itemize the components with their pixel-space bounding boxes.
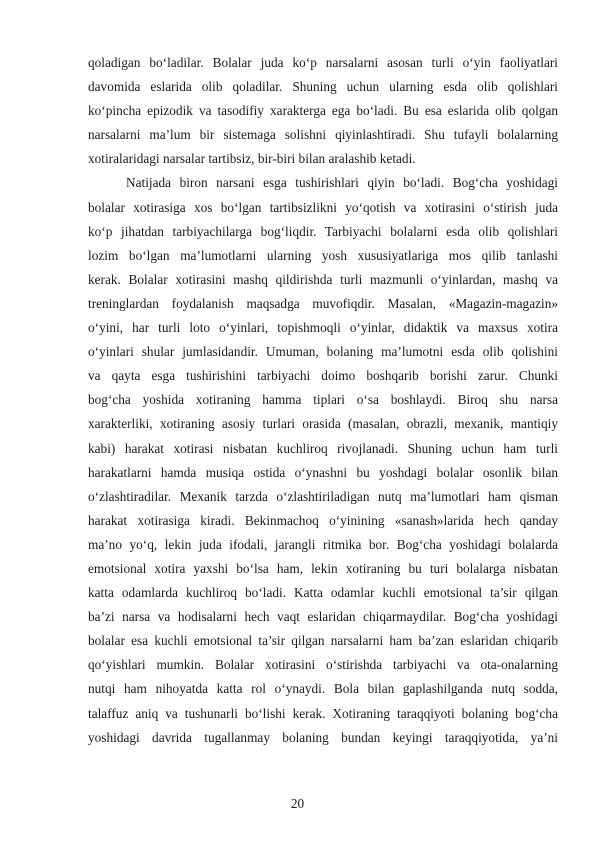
text-line: emotsional xotira yaxshi bo‘lsa ham, lekin xotiraning bu turi bolalarga nisbatan bbox=[88, 560, 558, 576]
text-line: ko‘p jihatdan tarbiyachilarga bog‘liqdir. Tarbiyachi bolalarni esda olib qolishlari bbox=[88, 223, 558, 239]
text-line: talaffuz aniq va tushunarli bo‘lishi kerak. Xotiraning taraqqiyoti bolaning bog‘cha bbox=[88, 705, 558, 721]
text-line: harakatlarni hamda musiqa ostida o‘ynashni bu yoshdagi bolalar osonlik bilan bbox=[88, 464, 558, 480]
page-number: 20 bbox=[290, 796, 305, 811]
text-line: kerak. Bolalar xotirasini mashq qildirishda turli mazmunli o‘yinlardan, mashq va bbox=[88, 271, 558, 287]
text-line: ba’zi narsa va hodisalarni hech vaqt eslaridan chiqarmaydilar. Bog‘cha yoshidagi bbox=[88, 609, 558, 625]
text-line: katta odamlarda kuchliroq bo‘ladi. Katta odamlar kuchli emotsional ta’sir qilgan bbox=[88, 585, 558, 601]
text-line: xarakterliki, xotiraning asosiy turlari orasida (masalan, obrazli, mexanik, mantiqiy bbox=[88, 416, 558, 432]
text-line: bog‘cha yoshida xotiraning hamma tiplari o‘sa boshlaydi. Biroq shu narsa bbox=[88, 392, 558, 408]
text-line: qo‘yishlari mumkin. Bolalar xotirasini o‘stirishda tarbiyachi va ota-onalarning bbox=[88, 657, 558, 673]
paragraph-first-line: Natijada biron narsani esga tushirishlari qiyin bo‘ladi. Bog‘cha yoshidagi bbox=[126, 175, 558, 191]
body-text bbox=[88, 51, 558, 750]
text-line: nutqi ham nihoyatda katta rol o‘ynaydi. Bola bilan gaplashilganda nutq sodda, bbox=[88, 681, 558, 697]
text-line: lozim bo‘lgan ma’lumotlarni ularning yosh xususiyatlariga mos qilib tanlashi bbox=[88, 247, 558, 263]
text-line: qoladigan bo‘ladilar. Bolalar juda ko‘p narsalarni asosan turli o‘yin faoliyatlari bbox=[88, 55, 558, 70]
text-line: o‘yini, har turli loto o‘yinlari, topishmoqli o‘yinlar, didaktik va maxsus xotira bbox=[88, 320, 558, 336]
text-line: bolalar xotirasiga xos bo‘lgan tartibsizlikni yo‘qotish va xotirasini o‘stirish juda bbox=[88, 199, 558, 215]
text-line: harakat xotirasiga kiradi. Bekinmachoq o‘yinining «sanash»larida hech qanday bbox=[88, 512, 558, 528]
text-line: kabi) harakat xotirasi nisbatan kuchliroq rivojlanadi. Shuning uchun ham turli bbox=[88, 440, 558, 456]
text-line: bolalar esa kuchli emotsional ta’sir qilgan narsalarni ham ba’zan eslaridan chiqarib bbox=[88, 633, 558, 649]
text-line: o‘zlashtiradilar. Mexanik tarzda o‘zlashtiriladigan nutq ma’lumotlari ham qisman bbox=[88, 488, 558, 504]
text-line: davomida eslarida olib qoladilar. Shuning uchun ularning esda olib qolishlari bbox=[88, 79, 558, 95]
text-line: ko‘pincha epizodik va tasodifiy xarakterga ega bo‘ladi. Bu esa eslarida olib qolgan bbox=[88, 103, 558, 119]
text-line: va qayta esga tushirishini tarbiyachi doimo boshqarib borishi zarur. Chunki bbox=[88, 368, 558, 384]
text-line: yoshidagi davrida tugallanmay bolaning bundan keyingi taraqqiyotida, ya’ni bbox=[88, 729, 558, 745]
text-line: narsalarni ma’lum bir sistemaga solishni qiyinlashtiradi. Shu tufayli bolalarning bbox=[88, 127, 558, 143]
text-line: o‘yinlari shular jumlasidandir. Umuman, bolaning ma’lumotni esda olib qolishini bbox=[88, 344, 558, 360]
text-line: xotiralaridagi narsalar tartibsiz, bir-biri bilan aralashib ketadi. bbox=[88, 151, 416, 167]
text-line: treninglardan foydalanish maqsadga muvofiqdir. Masalan, «Magazin-magazin» bbox=[88, 295, 558, 311]
text-line: ma’no yo‘q, lekin juda ifodali, jarangli ritmika bor. Bog‘cha yoshidagi bolalarda bbox=[88, 536, 558, 552]
